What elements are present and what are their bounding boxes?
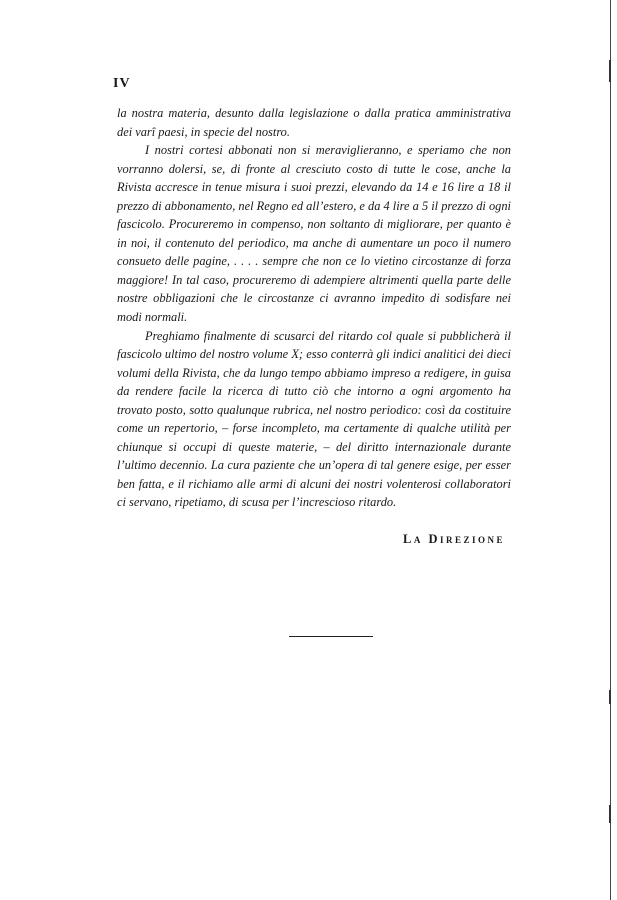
- scan-edge-mark: [609, 805, 611, 823]
- signature: La Direzione: [403, 532, 506, 546]
- scan-edge-mark: [609, 690, 611, 704]
- scan-edge-mark: [609, 60, 611, 82]
- separator-rule: [289, 636, 373, 637]
- paragraph-continuation: la nostra materia, desunto dalla legislazione o dalla pratica amministrativa dei varî paesi, in specie del nostro.: [117, 106, 511, 139]
- scan-edge-line: [610, 0, 611, 900]
- body-text: [117, 104, 511, 512]
- paragraph-subscription-prices: I nostri cortesi abbonati non si meraviglieranno, e speriamo che non vorranno dolersi, se, di fronte al cresciuto costo di tutte le cose, anche la Rivista accresce in tenue misura i suoi prezzi, elevando da 14 e 16 lire a 18 il prezzo di abbonamento, nel Regno ed all’estero, e da 4 lire a 5 il prezzo di ogni fascicolo. Procureremo in compenso, non soltanto di migliorare, per quanto è in noi, il contenuto del periodico, ma anche di aumentare un poco il numero consueto delle pagine, . . . . sempre che non ce lo vietino circostanze di forza maggiore! In tal caso, procureremo di adempiere altrimenti quella parte delle nostre obbligazioni che le circostanze ci avranno impedito di sodisfare nei modi normali.: [117, 143, 511, 325]
- page-number: IV: [113, 76, 131, 91]
- paragraph-delay-apology: Preghiamo finalmente di scusarci del ritardo col quale si pubblicherà il fascicolo ultimo del nostro volume X; esso conterrà gli indici analitici dei dieci volumi della Rivista, che da lungo tempo abbiamo impreso a redigere, in guisa da rendere facile la ricerca di tutto ciò che intorno a ogni argomento ha trovato posto, sotto qualunque rubrica, nel nostro periodico: così da costituire come un repertorio, – forse incompleto, ma certamente di qualche utilità per chiunque si occupi di queste materie, – del diritto internazionale durante l’ultimo decennio. La cura paziente che un’opera di tal genere esige, per esser ben fatta, e il richiamo alle armi di alcuni dei nostri volenterosi collaboratori ci servano, ripetiamo, di scusa per l’increscioso ritardo.: [117, 328, 511, 510]
